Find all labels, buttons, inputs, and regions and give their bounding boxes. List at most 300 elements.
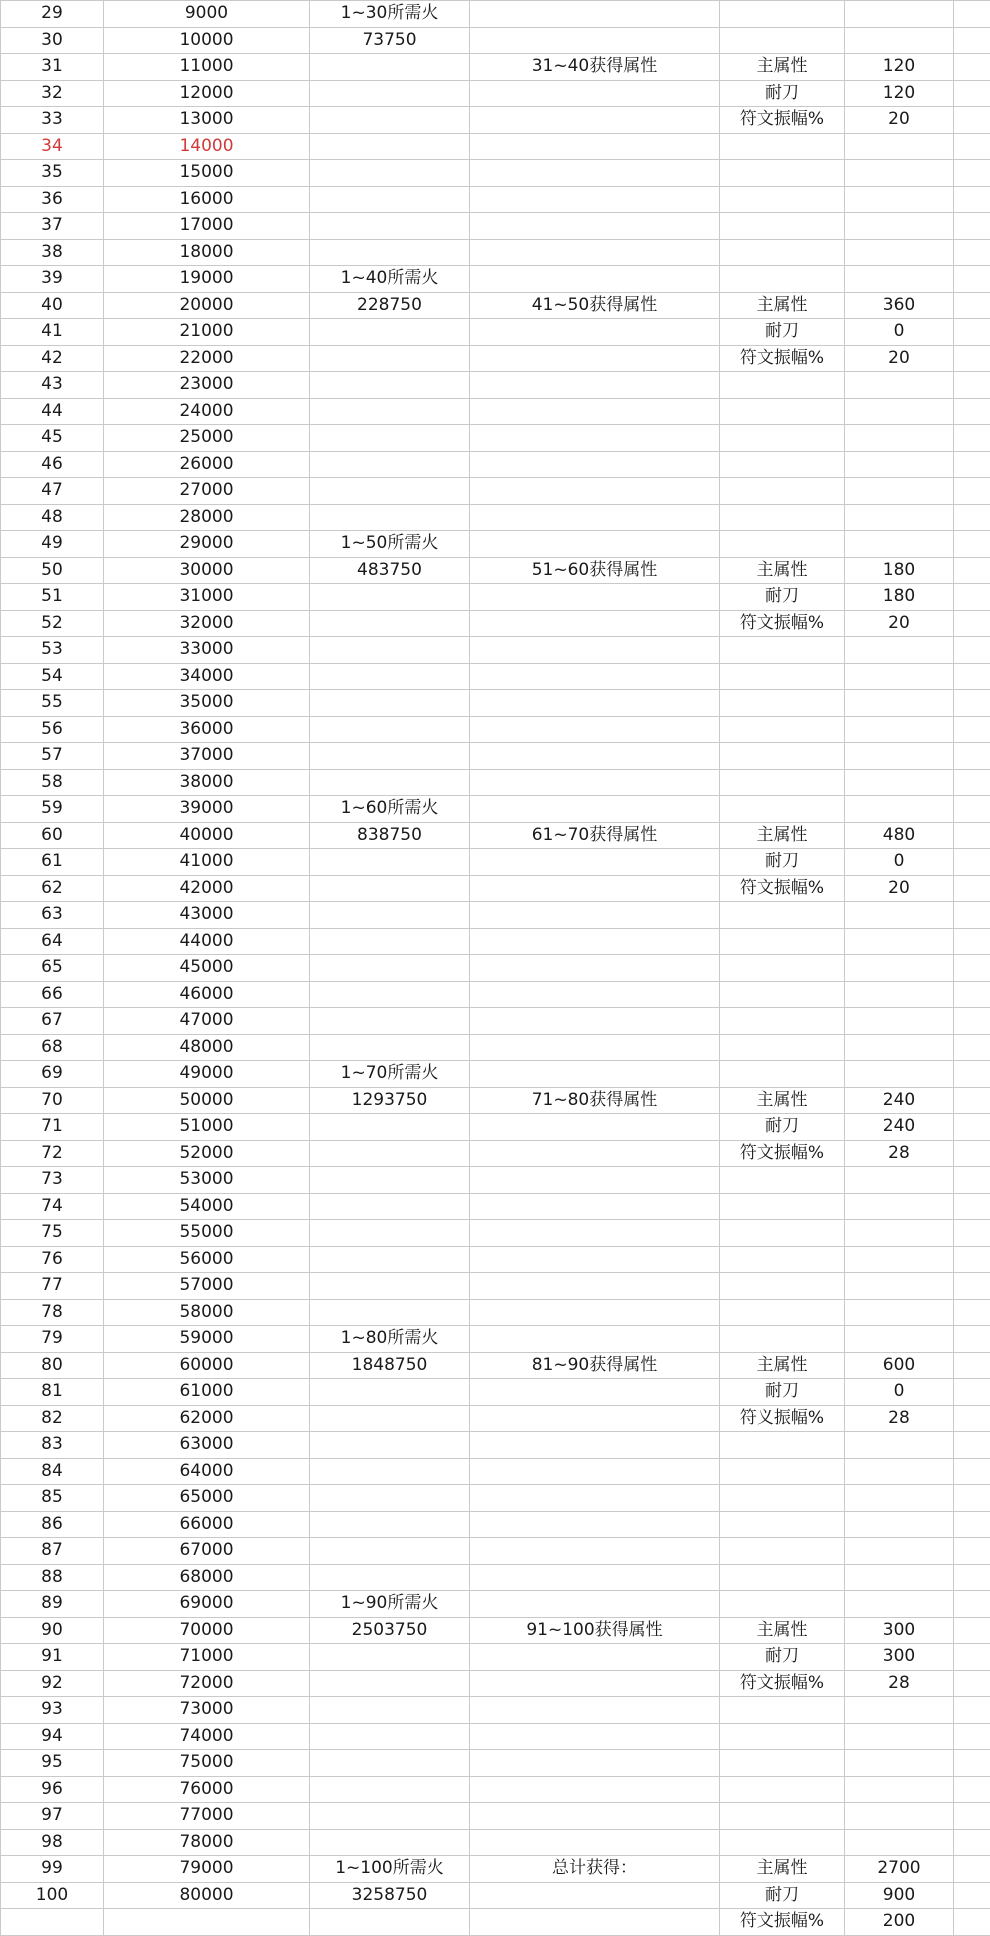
attribute-value-cell[interactable]: 28: [845, 1140, 954, 1167]
cumulative-cost-cell[interactable]: [310, 1803, 470, 1830]
cumulative-cost-cell[interactable]: [310, 902, 470, 929]
attribute-name-cell[interactable]: [720, 1299, 845, 1326]
level-cell[interactable]: 50: [1, 557, 104, 584]
attribute-range-cell[interactable]: [470, 1114, 720, 1141]
attribute-value-cell[interactable]: [845, 955, 954, 982]
cost-cell[interactable]: 58000: [104, 1299, 310, 1326]
attribute-name-cell[interactable]: [720, 796, 845, 823]
attribute-value-cell[interactable]: [845, 213, 954, 240]
cost-cell[interactable]: 48000: [104, 1034, 310, 1061]
level-cell[interactable]: 36: [1, 186, 104, 213]
attribute-name-cell[interactable]: [720, 1034, 845, 1061]
attribute-range-cell[interactable]: [470, 1299, 720, 1326]
empty-cell[interactable]: [954, 557, 990, 584]
attribute-value-cell[interactable]: [845, 1511, 954, 1538]
level-cell[interactable]: 96: [1, 1776, 104, 1803]
attribute-name-cell[interactable]: [720, 451, 845, 478]
cumulative-cost-cell[interactable]: 2503750: [310, 1617, 470, 1644]
cumulative-cost-cell[interactable]: [310, 1273, 470, 1300]
attribute-name-cell[interactable]: [720, 1723, 845, 1750]
cumulative-cost-cell[interactable]: 1848750: [310, 1352, 470, 1379]
level-cell[interactable]: 57: [1, 743, 104, 770]
cost-cell[interactable]: 18000: [104, 239, 310, 266]
attribute-name-cell[interactable]: [720, 981, 845, 1008]
cost-cell[interactable]: [104, 1909, 310, 1936]
attribute-name-cell[interactable]: 耐刀: [720, 1114, 845, 1141]
cost-cell[interactable]: 23000: [104, 372, 310, 399]
level-cell[interactable]: 91: [1, 1644, 104, 1671]
cost-cell[interactable]: 53000: [104, 1167, 310, 1194]
level-cell[interactable]: 63: [1, 902, 104, 929]
cumulative-cost-cell[interactable]: [310, 1538, 470, 1565]
attribute-name-cell[interactable]: [720, 1458, 845, 1485]
attribute-range-cell[interactable]: [470, 1458, 720, 1485]
level-cell[interactable]: 71: [1, 1114, 104, 1141]
attribute-range-cell[interactable]: [470, 213, 720, 240]
attribute-range-cell[interactable]: [470, 1697, 720, 1724]
empty-cell[interactable]: [954, 1485, 990, 1512]
level-cell[interactable]: 31: [1, 54, 104, 81]
attribute-value-cell[interactable]: 300: [845, 1644, 954, 1671]
empty-cell[interactable]: [954, 1803, 990, 1830]
cumulative-cost-cell[interactable]: [310, 54, 470, 81]
cumulative-cost-cell[interactable]: [310, 80, 470, 107]
empty-cell[interactable]: [954, 1670, 990, 1697]
attribute-value-cell[interactable]: [845, 451, 954, 478]
cumulative-cost-cell[interactable]: [310, 160, 470, 187]
attribute-value-cell[interactable]: [845, 1326, 954, 1353]
level-cell[interactable]: 39: [1, 266, 104, 293]
cost-cell[interactable]: 38000: [104, 769, 310, 796]
empty-cell[interactable]: [954, 213, 990, 240]
cumulative-cost-cell[interactable]: [310, 239, 470, 266]
attribute-value-cell[interactable]: [845, 1432, 954, 1459]
attribute-range-cell[interactable]: [470, 1750, 720, 1777]
cost-cell[interactable]: 73000: [104, 1697, 310, 1724]
attribute-value-cell[interactable]: [845, 1591, 954, 1618]
cumulative-cost-cell[interactable]: 1~90所需火: [310, 1591, 470, 1618]
attribute-name-cell[interactable]: [720, 1803, 845, 1830]
attribute-name-cell[interactable]: [720, 1326, 845, 1353]
empty-cell[interactable]: [954, 1352, 990, 1379]
attribute-value-cell[interactable]: 120: [845, 54, 954, 81]
attribute-value-cell[interactable]: [845, 663, 954, 690]
attribute-name-cell[interactable]: 耐刀: [720, 849, 845, 876]
attribute-value-cell[interactable]: [845, 1061, 954, 1088]
level-cell[interactable]: 37: [1, 213, 104, 240]
cost-cell[interactable]: 46000: [104, 981, 310, 1008]
empty-cell[interactable]: [954, 292, 990, 319]
level-cell[interactable]: 77: [1, 1273, 104, 1300]
cost-cell[interactable]: 65000: [104, 1485, 310, 1512]
attribute-name-cell[interactable]: [720, 637, 845, 664]
empty-cell[interactable]: [954, 1114, 990, 1141]
level-cell[interactable]: 76: [1, 1246, 104, 1273]
attribute-range-cell[interactable]: [470, 504, 720, 531]
attribute-name-cell[interactable]: [720, 928, 845, 955]
cumulative-cost-cell[interactable]: [310, 716, 470, 743]
cost-cell[interactable]: 31000: [104, 584, 310, 611]
attribute-range-cell[interactable]: [470, 769, 720, 796]
attribute-range-cell[interactable]: [470, 1511, 720, 1538]
cumulative-cost-cell[interactable]: [310, 478, 470, 505]
level-cell[interactable]: 30: [1, 27, 104, 54]
attribute-name-cell[interactable]: [720, 769, 845, 796]
attribute-value-cell[interactable]: [845, 1750, 954, 1777]
cumulative-cost-cell[interactable]: 1~100所需火: [310, 1856, 470, 1883]
cumulative-cost-cell[interactable]: [310, 1008, 470, 1035]
cumulative-cost-cell[interactable]: [310, 849, 470, 876]
level-cell[interactable]: 65: [1, 955, 104, 982]
cumulative-cost-cell[interactable]: [310, 398, 470, 425]
level-cell[interactable]: 67: [1, 1008, 104, 1035]
cost-cell[interactable]: 41000: [104, 849, 310, 876]
attribute-value-cell[interactable]: 2700: [845, 1856, 954, 1883]
attribute-name-cell[interactable]: [720, 133, 845, 160]
level-cell[interactable]: 100: [1, 1882, 104, 1909]
empty-cell[interactable]: [954, 1564, 990, 1591]
attribute-name-cell[interactable]: 符文振幅%: [720, 345, 845, 372]
cost-cell[interactable]: 12000: [104, 80, 310, 107]
attribute-value-cell[interactable]: [845, 690, 954, 717]
cumulative-cost-cell[interactable]: 1~30所需火: [310, 1, 470, 28]
attribute-range-cell[interactable]: [470, 1273, 720, 1300]
level-cell[interactable]: 72: [1, 1140, 104, 1167]
attribute-value-cell[interactable]: [845, 27, 954, 54]
cumulative-cost-cell[interactable]: [310, 1776, 470, 1803]
attribute-value-cell[interactable]: [845, 160, 954, 187]
level-cell[interactable]: 73: [1, 1167, 104, 1194]
empty-cell[interactable]: [954, 1909, 990, 1936]
attribute-value-cell[interactable]: [845, 1299, 954, 1326]
attribute-name-cell[interactable]: 主属性: [720, 1352, 845, 1379]
empty-cell[interactable]: [954, 1882, 990, 1909]
attribute-name-cell[interactable]: [720, 1776, 845, 1803]
empty-cell[interactable]: [954, 637, 990, 664]
level-cell[interactable]: 41: [1, 319, 104, 346]
attribute-value-cell[interactable]: 20: [845, 345, 954, 372]
attribute-range-cell[interactable]: 71~80获得属性: [470, 1087, 720, 1114]
cost-cell[interactable]: 32000: [104, 610, 310, 637]
attribute-range-cell[interactable]: [470, 1723, 720, 1750]
cost-cell[interactable]: 72000: [104, 1670, 310, 1697]
empty-cell[interactable]: [954, 1299, 990, 1326]
cumulative-cost-cell[interactable]: [310, 425, 470, 452]
attribute-value-cell[interactable]: [845, 1485, 954, 1512]
level-cell[interactable]: 89: [1, 1591, 104, 1618]
attribute-range-cell[interactable]: [470, 451, 720, 478]
attribute-value-cell[interactable]: 28: [845, 1670, 954, 1697]
cumulative-cost-cell[interactable]: [310, 1167, 470, 1194]
cumulative-cost-cell[interactable]: [310, 504, 470, 531]
cumulative-cost-cell[interactable]: [310, 1299, 470, 1326]
attribute-name-cell[interactable]: [720, 266, 845, 293]
attribute-name-cell[interactable]: [720, 1538, 845, 1565]
attribute-name-cell[interactable]: [720, 690, 845, 717]
empty-cell[interactable]: [954, 160, 990, 187]
cost-cell[interactable]: 61000: [104, 1379, 310, 1406]
level-cell[interactable]: 38: [1, 239, 104, 266]
attribute-range-cell[interactable]: [470, 1193, 720, 1220]
attribute-value-cell[interactable]: [845, 398, 954, 425]
attribute-name-cell[interactable]: [720, 160, 845, 187]
attribute-value-cell[interactable]: 180: [845, 557, 954, 584]
empty-cell[interactable]: [954, 1750, 990, 1777]
cost-cell[interactable]: 11000: [104, 54, 310, 81]
attribute-range-cell[interactable]: [470, 186, 720, 213]
attribute-name-cell[interactable]: [720, 1220, 845, 1247]
level-cell[interactable]: 82: [1, 1405, 104, 1432]
cost-cell[interactable]: 51000: [104, 1114, 310, 1141]
empty-cell[interactable]: [954, 1697, 990, 1724]
attribute-value-cell[interactable]: [845, 239, 954, 266]
attribute-value-cell[interactable]: [845, 928, 954, 955]
attribute-name-cell[interactable]: [720, 478, 845, 505]
attribute-value-cell[interactable]: [845, 743, 954, 770]
attribute-range-cell[interactable]: [470, 1538, 720, 1565]
attribute-name-cell[interactable]: [720, 504, 845, 531]
level-cell[interactable]: 62: [1, 875, 104, 902]
cumulative-cost-cell[interactable]: [310, 1670, 470, 1697]
empty-cell[interactable]: [954, 478, 990, 505]
attribute-range-cell[interactable]: [470, 531, 720, 558]
cost-cell[interactable]: 70000: [104, 1617, 310, 1644]
attribute-value-cell[interactable]: [845, 1273, 954, 1300]
cost-cell[interactable]: 76000: [104, 1776, 310, 1803]
attribute-name-cell[interactable]: [720, 1485, 845, 1512]
empty-cell[interactable]: [954, 955, 990, 982]
attribute-range-cell[interactable]: 91~100获得属性: [470, 1617, 720, 1644]
attribute-range-cell[interactable]: [470, 1485, 720, 1512]
attribute-range-cell[interactable]: [470, 425, 720, 452]
empty-cell[interactable]: [954, 928, 990, 955]
attribute-range-cell[interactable]: 31~40获得属性: [470, 54, 720, 81]
attribute-range-cell[interactable]: [470, 1591, 720, 1618]
attribute-value-cell[interactable]: 20: [845, 610, 954, 637]
empty-cell[interactable]: [954, 54, 990, 81]
cumulative-cost-cell[interactable]: 73750: [310, 27, 470, 54]
cost-cell[interactable]: 50000: [104, 1087, 310, 1114]
cost-cell[interactable]: 16000: [104, 186, 310, 213]
attribute-value-cell[interactable]: 28: [845, 1405, 954, 1432]
attribute-range-cell[interactable]: [470, 1829, 720, 1856]
empty-cell[interactable]: [954, 531, 990, 558]
attribute-value-cell[interactable]: [845, 478, 954, 505]
attribute-name-cell[interactable]: 主属性: [720, 1856, 845, 1883]
level-cell[interactable]: 69: [1, 1061, 104, 1088]
cumulative-cost-cell[interactable]: [310, 1458, 470, 1485]
empty-cell[interactable]: [954, 425, 990, 452]
empty-cell[interactable]: [954, 1829, 990, 1856]
attribute-value-cell[interactable]: [845, 1803, 954, 1830]
cost-cell[interactable]: 79000: [104, 1856, 310, 1883]
attribute-value-cell[interactable]: 20: [845, 875, 954, 902]
attribute-name-cell[interactable]: 耐刀: [720, 584, 845, 611]
empty-cell[interactable]: [954, 1, 990, 28]
attribute-range-cell[interactable]: [470, 1167, 720, 1194]
cost-cell[interactable]: 57000: [104, 1273, 310, 1300]
cost-cell[interactable]: 49000: [104, 1061, 310, 1088]
attribute-range-cell[interactable]: [470, 319, 720, 346]
attribute-range-cell[interactable]: [470, 107, 720, 134]
cost-cell[interactable]: 67000: [104, 1538, 310, 1565]
attribute-value-cell[interactable]: 900: [845, 1882, 954, 1909]
attribute-value-cell[interactable]: [845, 637, 954, 664]
level-cell[interactable]: 66: [1, 981, 104, 1008]
cumulative-cost-cell[interactable]: [310, 107, 470, 134]
cost-cell[interactable]: 52000: [104, 1140, 310, 1167]
attribute-value-cell[interactable]: [845, 1, 954, 28]
attribute-range-cell[interactable]: [470, 239, 720, 266]
cumulative-cost-cell[interactable]: 1~50所需火: [310, 531, 470, 558]
empty-cell[interactable]: [954, 610, 990, 637]
empty-cell[interactable]: [954, 1008, 990, 1035]
level-cell[interactable]: 44: [1, 398, 104, 425]
attribute-range-cell[interactable]: [470, 955, 720, 982]
attribute-value-cell[interactable]: 0: [845, 1379, 954, 1406]
attribute-range-cell[interactable]: [470, 1803, 720, 1830]
empty-cell[interactable]: [954, 1458, 990, 1485]
cumulative-cost-cell[interactable]: [310, 133, 470, 160]
attribute-range-cell[interactable]: 81~90获得属性: [470, 1352, 720, 1379]
attribute-range-cell[interactable]: 41~50获得属性: [470, 292, 720, 319]
attribute-range-cell[interactable]: [470, 1140, 720, 1167]
empty-cell[interactable]: [954, 133, 990, 160]
empty-cell[interactable]: [954, 1405, 990, 1432]
attribute-range-cell[interactable]: [470, 610, 720, 637]
empty-cell[interactable]: [954, 1776, 990, 1803]
attribute-range-cell[interactable]: [470, 1670, 720, 1697]
attribute-name-cell[interactable]: [720, 1246, 845, 1273]
level-cell[interactable]: 80: [1, 1352, 104, 1379]
cost-cell[interactable]: 45000: [104, 955, 310, 982]
empty-cell[interactable]: [954, 1856, 990, 1883]
level-cell[interactable]: 45: [1, 425, 104, 452]
attribute-name-cell[interactable]: [720, 1167, 845, 1194]
cost-cell[interactable]: 24000: [104, 398, 310, 425]
attribute-name-cell[interactable]: 符文振幅%: [720, 1670, 845, 1697]
attribute-value-cell[interactable]: [845, 372, 954, 399]
attribute-name-cell[interactable]: 耐刀: [720, 319, 845, 346]
attribute-value-cell[interactable]: [845, 1538, 954, 1565]
level-cell[interactable]: 60: [1, 822, 104, 849]
level-cell[interactable]: 93: [1, 1697, 104, 1724]
empty-cell[interactable]: [954, 902, 990, 929]
attribute-name-cell[interactable]: [720, 186, 845, 213]
attribute-name-cell[interactable]: [720, 1061, 845, 1088]
attribute-name-cell[interactable]: [720, 1273, 845, 1300]
attribute-range-cell[interactable]: [470, 981, 720, 1008]
level-cell[interactable]: 84: [1, 1458, 104, 1485]
level-cell[interactable]: 79: [1, 1326, 104, 1353]
attribute-value-cell[interactable]: [845, 1167, 954, 1194]
empty-cell[interactable]: [954, 1723, 990, 1750]
attribute-range-cell[interactable]: [470, 372, 720, 399]
level-cell[interactable]: 29: [1, 1, 104, 28]
empty-cell[interactable]: [954, 981, 990, 1008]
attribute-range-cell[interactable]: [470, 80, 720, 107]
attribute-name-cell[interactable]: [720, 27, 845, 54]
cost-cell[interactable]: 30000: [104, 557, 310, 584]
cumulative-cost-cell[interactable]: [310, 955, 470, 982]
attribute-value-cell[interactable]: 180: [845, 584, 954, 611]
attribute-range-cell[interactable]: [470, 716, 720, 743]
level-cell[interactable]: 78: [1, 1299, 104, 1326]
attribute-name-cell[interactable]: [720, 1432, 845, 1459]
empty-cell[interactable]: [954, 1087, 990, 1114]
attribute-range-cell[interactable]: 51~60获得属性: [470, 557, 720, 584]
empty-cell[interactable]: [954, 690, 990, 717]
attribute-name-cell[interactable]: 耐刀: [720, 80, 845, 107]
attribute-value-cell[interactable]: [845, 1723, 954, 1750]
cost-cell[interactable]: 63000: [104, 1432, 310, 1459]
cost-cell[interactable]: 22000: [104, 345, 310, 372]
attribute-name-cell[interactable]: [720, 1591, 845, 1618]
cost-cell[interactable]: 35000: [104, 690, 310, 717]
cumulative-cost-cell[interactable]: [310, 1114, 470, 1141]
empty-cell[interactable]: [954, 1061, 990, 1088]
empty-cell[interactable]: [954, 1220, 990, 1247]
attribute-name-cell[interactable]: [720, 1829, 845, 1856]
attribute-name-cell[interactable]: 主属性: [720, 822, 845, 849]
empty-cell[interactable]: [954, 372, 990, 399]
empty-cell[interactable]: [954, 1644, 990, 1671]
cumulative-cost-cell[interactable]: [310, 1405, 470, 1432]
attribute-value-cell[interactable]: [845, 981, 954, 1008]
attribute-value-cell[interactable]: [845, 796, 954, 823]
attribute-name-cell[interactable]: [720, 1, 845, 28]
attribute-name-cell[interactable]: 主属性: [720, 1087, 845, 1114]
cumulative-cost-cell[interactable]: [310, 319, 470, 346]
attribute-range-cell[interactable]: [470, 1246, 720, 1273]
attribute-value-cell[interactable]: [845, 186, 954, 213]
level-cell[interactable]: 94: [1, 1723, 104, 1750]
cumulative-cost-cell[interactable]: [310, 1829, 470, 1856]
cost-cell[interactable]: 36000: [104, 716, 310, 743]
cost-cell[interactable]: 78000: [104, 1829, 310, 1856]
attribute-name-cell[interactable]: [720, 372, 845, 399]
empty-cell[interactable]: [954, 504, 990, 531]
cumulative-cost-cell[interactable]: [310, 1564, 470, 1591]
cumulative-cost-cell[interactable]: [310, 1193, 470, 1220]
empty-cell[interactable]: [954, 107, 990, 134]
attribute-range-cell[interactable]: [470, 584, 720, 611]
attribute-range-cell[interactable]: [470, 133, 720, 160]
attribute-range-cell[interactable]: [470, 1882, 720, 1909]
level-cell[interactable]: 52: [1, 610, 104, 637]
attribute-value-cell[interactable]: [845, 266, 954, 293]
attribute-range-cell[interactable]: [470, 1909, 720, 1936]
cumulative-cost-cell[interactable]: [310, 1697, 470, 1724]
cumulative-cost-cell[interactable]: 1~60所需火: [310, 796, 470, 823]
cost-cell[interactable]: 77000: [104, 1803, 310, 1830]
cumulative-cost-cell[interactable]: [310, 610, 470, 637]
attribute-name-cell[interactable]: 主属性: [720, 292, 845, 319]
level-cell[interactable]: 35: [1, 160, 104, 187]
level-cell[interactable]: 99: [1, 1856, 104, 1883]
cost-cell[interactable]: 29000: [104, 531, 310, 558]
cost-cell[interactable]: 14000: [104, 133, 310, 160]
level-cell[interactable]: 56: [1, 716, 104, 743]
cumulative-cost-cell[interactable]: [310, 743, 470, 770]
attribute-value-cell[interactable]: [845, 1220, 954, 1247]
level-cell[interactable]: 85: [1, 1485, 104, 1512]
attribute-name-cell[interactable]: [720, 1511, 845, 1538]
empty-cell[interactable]: [954, 451, 990, 478]
cumulative-cost-cell[interactable]: [310, 1379, 470, 1406]
attribute-range-cell[interactable]: 61~70获得属性: [470, 822, 720, 849]
cumulative-cost-cell[interactable]: [310, 186, 470, 213]
